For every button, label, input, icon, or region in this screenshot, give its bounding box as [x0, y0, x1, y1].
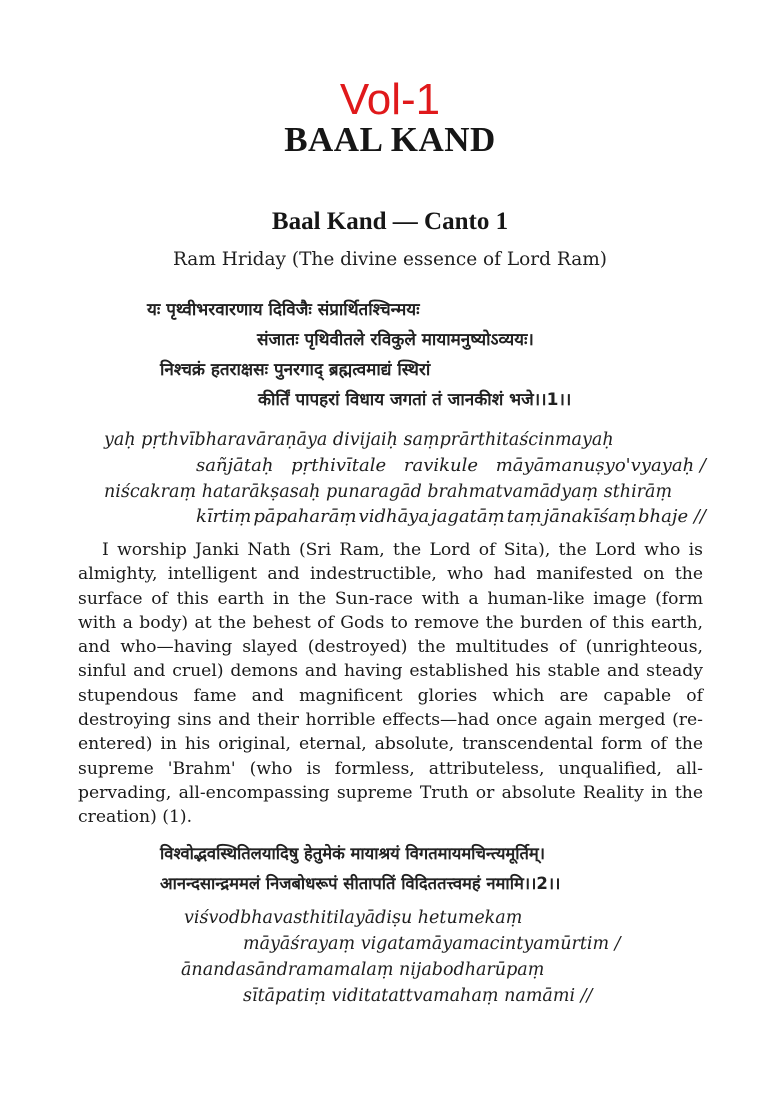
sanskrit-line: कीर्तिं पापहरां विधाय जगतां तं जानकीशं भजे।।1।।	[258, 390, 572, 410]
word: jānakīśaṃ	[543, 506, 637, 527]
word: pṛthivītale	[291, 455, 387, 476]
transliteration-line: yaḥ pṛthvībharavāraṇāya divijaiḥ saṃprārthitaścinmayaḥ	[104, 430, 614, 450]
sanskrit-line: यः पृथ्वीभरवारणाय दिविजैः संप्रार्थितश्चिन्मयः	[147, 300, 420, 320]
translation-line: with a body) at the behest of Gods to remove the burden of this earth,	[78, 612, 703, 633]
word: kīrtiṃ	[196, 506, 252, 527]
translation-line: destroying sins and their horrible effects—had once again merged (re-	[78, 710, 703, 731]
canto-title: Baal Kand — Canto 1	[271, 208, 509, 235]
transliteration-line	[196, 504, 706, 530]
translation-line: creation) (1).	[78, 807, 193, 828]
translation-line: I worship Janki Nath (Sri Ram, the Lord of Sita), the Lord who is	[102, 540, 703, 560]
translation-line: entered) in his original, eternal, absolute, transcendental form of the	[78, 734, 703, 755]
transliteration-line: ānandasāndramamalaṃ nijabodharūpaṃ	[181, 960, 545, 980]
sanskrit-line: विश्वोद्भवस्थितिलयादिषु हेतुमेकं मायाश्रयं विगतमायमचिन्त्यमूर्तिम्।	[160, 844, 546, 863]
verse-1-translation	[78, 538, 703, 830]
word: jagatāṃ	[431, 506, 505, 527]
sanskrit-line: निश्चक्रं हतराक्षसः पुनरगाद् ब्रह्मत्वमाद्यं स्थिरां	[160, 360, 431, 380]
translation-line: surface of this earth in the Sun-race with a human-like image (form	[78, 588, 703, 609]
word: māyāmanuṣyo'vyayaḥ /	[495, 455, 706, 476]
book-title: BAAL KAND	[284, 120, 496, 159]
transliteration-line: māyāśrayaṃ vigatamāyamacintyamūrtim /	[243, 934, 621, 954]
word: bhaje //	[638, 506, 706, 527]
translation-line: sinful and cruel) demons and having established his stable and steady	[78, 661, 703, 682]
canto-subtitle: Ram Hriday (The divine essence of Lord Ram)	[172, 249, 608, 270]
word: ravikule	[403, 455, 479, 476]
sanskrit-line: संजातः पृथिवीतले रविकुले मायामनुष्योऽव्ययः।	[257, 330, 534, 350]
transliteration-line: viśvodbhavasthitilayādiṣu hetumekaṃ	[184, 908, 523, 928]
transliteration-line: sītāpatiṃ viditatattvamahaṃ namāmi //	[243, 986, 593, 1006]
translation-line: almighty, intelligent and indestructible, who had manifested on the	[78, 564, 703, 585]
word: vidhāya	[358, 506, 430, 527]
sanskrit-line: आनन्दसान्द्रममलं निजबोधरूपं सीतापतिं विदिततत्त्वमहं नमामि।।2।।	[160, 874, 561, 893]
translation-line: and who—having slayed (destroyed) the multitudes of (unrighteous,	[78, 637, 703, 658]
translation-line: stupendous fame and magnificent glories which are capable of	[78, 685, 703, 706]
word: sañjātaḥ	[196, 455, 274, 476]
transliteration-line: niścakraṃ hatarākṣasaḥ punaragād brahmatvamādyaṃ sthirāṃ	[104, 482, 673, 502]
word: taṃ	[506, 506, 542, 527]
translation-line: pervading, all-encompassing supreme Truth or absolute Reality in the	[78, 782, 703, 803]
transliteration-line	[196, 453, 706, 479]
volume-label: Vol-1	[339, 75, 441, 124]
word: pāpaharāṃ	[253, 506, 357, 527]
translation-line: supreme 'Brahm' (who is formless, attributeless, unqualified, all-	[78, 758, 703, 779]
